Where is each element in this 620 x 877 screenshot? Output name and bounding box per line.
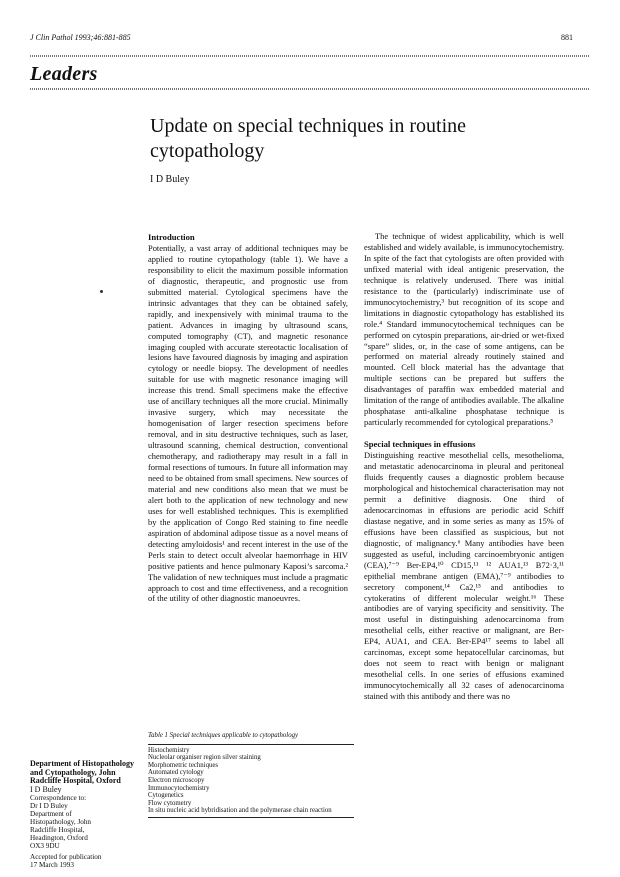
page-number: 881	[561, 33, 573, 42]
left-column	[148, 232, 348, 604]
section-gap	[364, 428, 564, 439]
affiliation-name: I D Buley	[30, 784, 62, 794]
table-item: Automated cytology	[148, 769, 204, 777]
table-item: In situ nucleic acid hybridisation and the polymerase chain reaction	[148, 807, 332, 815]
accepted-line: 17 March 1993	[30, 860, 74, 869]
table-item: Electron microscopy	[148, 776, 205, 784]
introduction-heading: Introduction	[148, 232, 195, 242]
table-item: Histochemistry	[148, 746, 190, 754]
table-rule-top	[148, 744, 354, 745]
margin-mark	[100, 290, 103, 293]
correspondence-block	[30, 794, 142, 850]
immunocytochemistry-paragraph: The technique of widest applicability, which is well established and widely available, is immunocytochemistry. In spite of the fact that cytologists are often provided with unfixed material with ideal antigenic preservation, the technique is relatively underused. There was initial resistance to the (particularly) indiscriminate use of immunocytochemistry,³ but recognition of its scope and limitations in diagnostic cytopathology has established its role.⁴ Standard immunocytochemical techniques can be performed on cytospin preparations, air-dried or wet-fixed “spare” slides, or, in the case of some antigens, can be performed on material already routinely stained and mounted. Cell block material has the advantage that multiple sections can be prepared but suffers the disadvantages of paraffin wax embedded material and limitation of the range of antibodies available. The alkaline phosphatase anti-alkaline phosphatase technique is particularly recommended for cytological preparations.⁵	[364, 231, 564, 428]
table-caption: Table 1 Special techniques applicable to cytopathology	[148, 732, 299, 739]
correspondence-line: Department of	[30, 809, 72, 818]
article-title: Update on special techniques in routine cytopathology	[150, 115, 467, 162]
correspondence-line: Headington, Oxford	[30, 833, 88, 842]
header-rule-top	[30, 55, 590, 57]
table-item: Immunocytochemistry	[148, 784, 210, 792]
correspondence-line: Histopathology, John	[30, 817, 92, 826]
right-column	[364, 231, 564, 702]
table-1	[148, 732, 354, 820]
accepted-block	[30, 853, 142, 869]
accepted-line: Accepted for publication	[30, 852, 102, 861]
table-item: Cytogenetics	[148, 792, 184, 800]
article-author: I D Buley	[150, 174, 190, 185]
correspondence-line: Radcliffe Hospital,	[30, 825, 85, 834]
section-label: Leaders	[30, 63, 98, 85]
introduction-paragraph: Potentially, a vast array of additional techniques may be applied to routine cytopathology (table 1). We have a responsibility to elicit the maximum possible information of diagnostic, therapeutic, and prognostic use from submitted material. Cytological specimens have the intrinsic advantages that they can be obtained safely, rapidly, and inexpensively with minimal trauma to the patient. Advances in imaging by ultrasound scans, computed tomography (CT), and magnetic resonance imaging coupled with accurate stereotactic localisation of lesions have favoured diagnosis by imaging and aspiration cytology or needle biopsy. The development of needles suitable for use with magnetic resonance imaging will increase this trend. Small specimens make the effective use of ancillary techniques all the more crucial. Minimally invasive surgery, which may necessitate the homogenisation of larger resection specimens before removal, and in situ destructive techniques, such as laser, ultrasound scanning, chemical destruction, conventional chemotherapy, and radiotherapy may result in a fall in formal resections of tumours. In future all information may need to be obtained from small specimens. New sources of material and new conditions also mean that we must be alert both to the application of new technology and new uses for well established techniques. This is exemplified by the application of Congo Red staining to fine needle aspiration of abdominal adipose tissue as a novel means of detecting amyloidosis¹ and recent interest in the use of the Perls stain to detect occult alveolar haemorrhage in HIV positive patients and hence pulmonary Kaposi’s sarcoma.² The validation of new techniques must include a pragmatic approach to cost and time effectiveness, and a recognition of the utility of other diagnostic manoeuvres.	[148, 242, 348, 604]
effusions-heading: Special techniques in effusions	[364, 439, 476, 450]
header-rule-bottom	[30, 88, 590, 90]
correspondence-line: Correspondence to:	[30, 793, 87, 802]
table-item: Flow cytometry	[148, 799, 192, 807]
running-head: J Clin Pathol 1993;46:881-885	[30, 33, 131, 42]
table-rule-bottom	[148, 817, 354, 818]
table-item: Nucleolar organiser region silver staining	[148, 754, 261, 762]
affiliation-department: Department of Histopathology and Cytopathology, John Radcliffe Hospital, Oxford	[30, 759, 134, 786]
table-item: Morphometric techniques	[148, 761, 219, 769]
table-list	[148, 747, 354, 815]
correspondence-line: OX3 9DU	[30, 841, 60, 850]
correspondence-line: Dr I D Buley	[30, 801, 68, 810]
affiliation-block	[30, 760, 142, 869]
effusions-paragraph: Distinguishing reactive mesothelial cells, mesothelioma, and metastatic adenocarcinoma in pleural and peritoneal fluids frequently causes a diagnostic problem because morphological and histochemical characterisation may not permit a definitive diagnosis. One third of adenocarcinomas in effusions are periodic acid Schiff diastase negative, and in some series as many as 15% of effusions have been classified as suspicious, but not diagnostic, of malignancy.⁶ Many antibodies have been suggested as useful, including carcinoembryonic antigen (CEA),⁷⁻⁹ Ber-EP4,¹⁰ CD15,¹¹ ¹² AUA1,¹³ B72·3,¹¹ epithelial membrane antigen (EMA),⁷⁻⁹ antibodies to secretory component,¹⁴ Ca2,¹⁵ and antibodies to cytokeratins of different molecular weight.¹⁶ These antibodies are of varying specificity and sensitivity. The most useful in distinguishing adenocarcinoma from mesothelial cells, either reactive or malignant, are Ber-EP4, AUA1, and CEA. Ber-EP4¹⁷ seems to label all carcinomas, except some hepatocellular carcinomas, but does not seem to react with benign or malignant mesothelial cells. In one series of effusions examined immunocytochemically all 32 cases of adenocarcinoma stained with this antibody and there was no	[364, 450, 564, 702]
